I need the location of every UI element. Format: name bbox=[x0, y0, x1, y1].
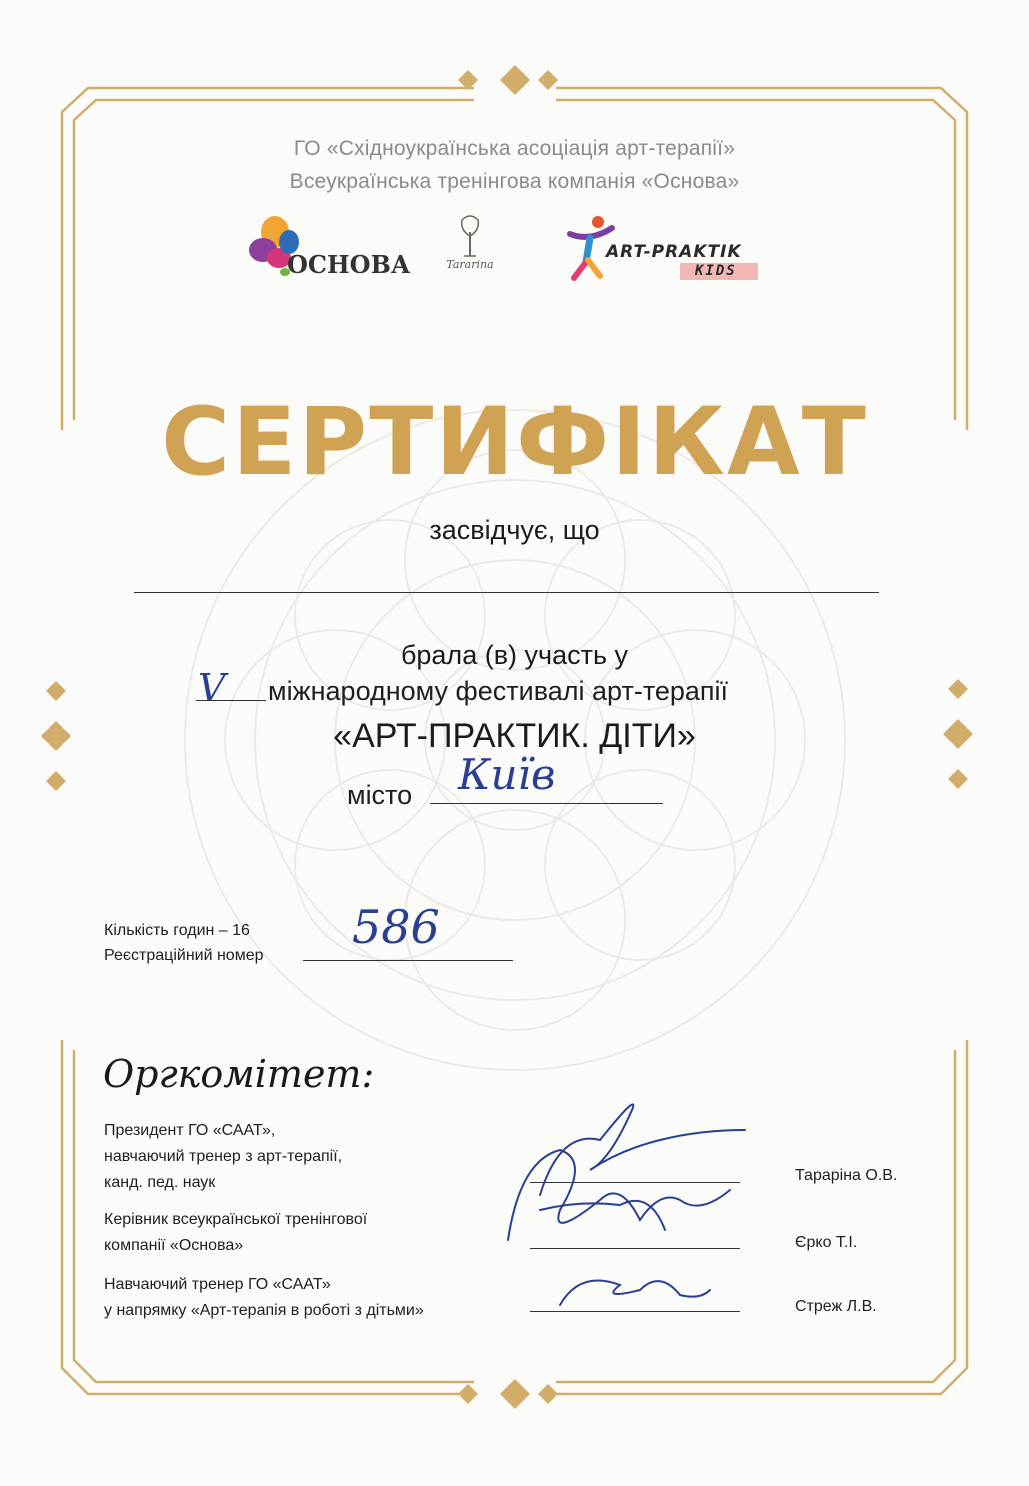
signer-name-3: Стреж Л.В. bbox=[795, 1298, 877, 1315]
festival-name: «АРТ-ПРАКТИК. ДІТИ» bbox=[333, 717, 696, 755]
osnova-logo-text: ОСНОВА bbox=[287, 250, 411, 279]
hours-text: Кількість годин – 16 bbox=[104, 922, 250, 939]
city-label: місто bbox=[347, 780, 413, 810]
header-company-line: Всеукраїнська тренінгова компанія «Основа» bbox=[289, 170, 740, 193]
participated-text: брала (в) участь у bbox=[400, 640, 629, 670]
artpraktik-logo-text: ART-PRAKTIK bbox=[606, 242, 742, 262]
signature-1 bbox=[540, 1104, 745, 1195]
signer-name-2: Єрко Т.І. bbox=[795, 1234, 858, 1251]
signer-role-3: Навчаючий тренер ГО «СААТ» у напрямку «Арт-терапія в роботі з дітьми» bbox=[104, 1276, 424, 1319]
registration-number-handwritten: 586 bbox=[352, 900, 440, 954]
festival-edition-handwritten: V bbox=[198, 666, 226, 710]
signer-role-2: Керівник всеукраїнської тренінгової компанії «Основа» bbox=[104, 1211, 368, 1254]
certifies-text: засвідчує, що bbox=[429, 515, 600, 545]
signature-2 bbox=[508, 1150, 730, 1240]
festival-text: міжнародному фестивалі арт-терапії bbox=[268, 676, 729, 706]
header-org-line: ГО «Східноукраїнська асоціація арт-терапії» bbox=[293, 137, 736, 160]
kids-badge-text: KIDS bbox=[695, 263, 737, 279]
signer-name-1: Тараріна О.В. bbox=[795, 1167, 898, 1184]
committee-heading: Оргкомітет: bbox=[103, 1052, 375, 1096]
registration-label: Реєстраційний номер bbox=[104, 947, 264, 964]
city-value-handwritten: Київ bbox=[458, 750, 556, 799]
tararina-logo-text: Tararina bbox=[446, 258, 494, 271]
signer-role-1: Президент ГО «СААТ», навчаючий тренер з арт-терапії, канд. пед. наук bbox=[104, 1122, 343, 1191]
signature-3 bbox=[560, 1281, 710, 1306]
certificate-title: СЕРТИФІКАТ bbox=[161, 388, 868, 497]
